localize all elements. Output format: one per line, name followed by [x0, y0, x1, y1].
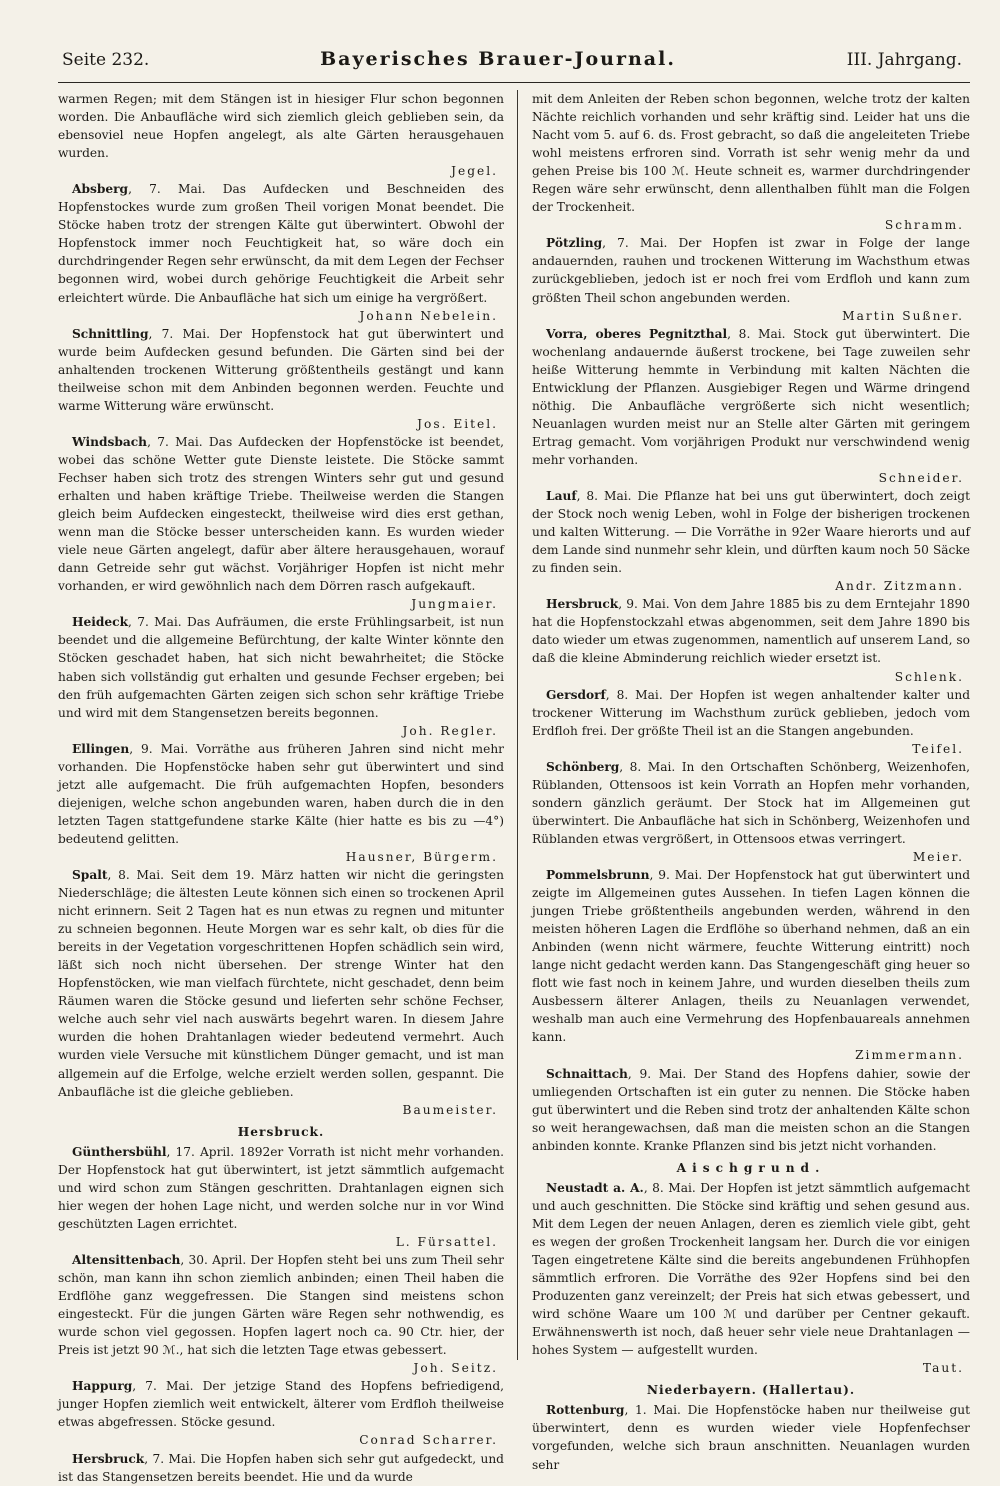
report-date: , 9. Mai. [129, 741, 189, 756]
report-place: Gersdorf [546, 687, 606, 702]
report-entry [532, 1065, 970, 1155]
report-entry [58, 90, 504, 180]
report-date: , 8. Mai. [576, 489, 632, 504]
right-column [532, 90, 970, 1472]
report-place: Lauf [546, 489, 577, 504]
report-paragraph [532, 487, 970, 577]
report-entry [58, 1143, 504, 1251]
report-date: , 7. Mai. [128, 182, 206, 197]
report-entry [58, 613, 504, 739]
report-place: Ellingen [72, 741, 130, 756]
report-date: , 7. Mai. [132, 1379, 194, 1394]
report-signature: Conrad Scharrer. [359, 1433, 498, 1448]
report-place: Neustadt a. A. [546, 1180, 644, 1195]
report-entry [532, 90, 970, 234]
report-date: , 9. Mai. [618, 597, 670, 612]
report-text: Der Hopfen ist jetzt sämmtlich aufgemacht und auch geschnitten. Die Stöcke sind kräftig und sehen gesund aus. Mit dem Legen der neuen Anlagen, deren es ziemlich viele gibt, geht es wegen der großen Trockenheit langsam her. Durch die vor einigen Tagen eingetretene Kälte sind die bereits angebundenen Frühhopfen sämmtlich erfroren. Die Vorräthe des 92er Hopfens sind bei den Produzenten ganz vereinzelt; der Preis hat sich etwas gebessert, und wird schöne Waare um 100 ℳ und darüber per Centner gekauft. Erwähnenswerth ist noch, daß heuer sehr viele neue Drahtanlagen — hohes System — aufgestellt wurden. [532, 1180, 970, 1358]
page-number: Seite 232. [62, 50, 150, 70]
report-entry [58, 1377, 504, 1449]
report-place: Heideck [72, 615, 129, 630]
report-paragraph [58, 1143, 504, 1233]
report-place: Schnaittach [546, 1066, 628, 1081]
report-place: Pommelsbrunn [546, 868, 650, 883]
report-entry [532, 487, 970, 595]
report-entry [532, 866, 970, 1065]
report-entry [58, 325, 504, 433]
report-text: Der Hopfen steht bei uns zum Theil sehr schön, man kann ihn schon ziemlich anbinden; einen Theil haben die Erdflöhe ganz weggefressen. Die Stangen sind meistens schon eingesteckt. Für die jungen Gärten wäre Regen sehr nothwendig, es wurde schon viel gegossen. Hopfen lagert noch ca. 90 Ctr. hier, der Preis ist jetzt 90 ℳ., hat sich die letzten Tage etwas gebessert. [58, 1253, 505, 1358]
report-text: Der Hopfen ist zwar in Folge der lange andauernden, rauhen und trockenen Witterung im Wachsthum etwas zurückgeblieben, jedoch ist er noch frei vom Erdfloh und kann zum größten Theil schon angebunden werden. [532, 236, 970, 305]
report-date: , 7. Mai. [147, 434, 203, 449]
report-place: Altensittenbach [72, 1253, 181, 1267]
page-header [58, 48, 970, 83]
section-heading: Hersbruck. [237, 1124, 325, 1139]
journal-title: Bayerisches Brauer-Journal. [320, 48, 676, 70]
report-text: mit dem Anleiten der Reben schon begonnen, welche trotz der kalten Nächte reichlich vorhanden und sehr kräftig sind. Leider hat uns die Nacht vom 5. auf 6. ds. Frost gebracht, so daß die angeleiteten Triebe wohl meistens erfroren sind. Vorrath ist sehr wenig mehr da und gehen Preise bis 100 ℳ. Heute schneit es, warmer durchdringender Regen wäre sehr erwünscht, denn allenthalben fühlt man die Folgen der Trockenheit. [532, 92, 970, 215]
report-paragraph [532, 595, 970, 667]
report-signature: Schlenk. [894, 669, 964, 684]
report-paragraph [58, 1251, 504, 1359]
report-text: warmen Regen; mit dem Stängen ist in hiesiger Flur schon begonnen worden. Die Anbaufläche wird sich ziemlich gleich geblieben sein, da ebensoviel neue Hopfen angelegt, als alte Gärten herausgehauen wurden. [58, 92, 504, 161]
report-date: , 9. Mai. [627, 1066, 687, 1081]
report-entry [532, 686, 970, 758]
report-signature: Meier. [912, 849, 964, 864]
report-entry [532, 595, 970, 685]
report-signature: Martin Sußner. [842, 308, 964, 323]
report-entry [532, 325, 970, 487]
report-signature: Jegel. [451, 164, 498, 179]
report-entry [58, 1450, 504, 1486]
report-paragraph [532, 866, 970, 1046]
report-signature: Johann Nebelein. [359, 308, 498, 323]
report-date: , 7. Mai. [144, 1451, 197, 1466]
report-date: , 17. April. [166, 1144, 235, 1159]
report-text: Die Hopfen haben sich sehr gut aufgedeckt, und ist das Stangensetzen bereits beendet. Hie und da wurde [58, 1451, 504, 1484]
report-place: Hersbruck [546, 597, 619, 612]
report-paragraph [532, 758, 970, 848]
article-columns [58, 90, 970, 1484]
report-text: 1892er Vorrath ist nicht mehr vorhanden. Der Hopfenstock hat gut überwintert, ist jetzt sämmtlich aufgemacht und wird schon zum Stängen geschritten. Drahtanlagen eignen sich hier wegen der hohen Lage nicht, und werden solche nur in vor Wind geschützten Lagen errichtet. [58, 1144, 504, 1231]
report-paragraph [532, 1065, 970, 1155]
report-text: Der Stand des Hopfens dahier, sowie der umliegenden Ortschaften ist ein guter zu nennen. Die Stöcke haben gut überwintert und die Reben sind trotz der anhaltenden Kälte schon so weit herangewachsen, daß man die meisten schon an die Stangen anbinden konnte. Kranke Pflanzen sind bis jetzt nicht vorhanden. [532, 1066, 970, 1153]
report-signature: Schramm. [884, 218, 964, 233]
report-paragraph [58, 433, 504, 595]
report-date: , 7. Mai. [128, 615, 182, 630]
report-place: Schnittling [72, 326, 149, 341]
report-paragraph [58, 740, 504, 848]
report-signature: Jungmaier. [411, 597, 498, 612]
report-paragraph [532, 234, 970, 306]
report-text: Die Pflanze hat bei uns gut überwintert, doch zeigt der Stock noch wenig Leben, wohl in Folge der bisherigen trockenen und kalten Witterung. — Die Vorräthe in 92er Waare hierorts und auf dem Lande sind nunmehr sehr klein, und dürften kaum noch 50 Säcke zu finden sein. [532, 489, 970, 576]
report-paragraph [532, 1401, 970, 1473]
report-place: Hersbruck [72, 1451, 145, 1466]
report-signature: Andr. Zitzmann. [835, 579, 964, 594]
report-signature: Schneider. [878, 470, 964, 485]
report-text: In den Ortschaften Schönberg, Weizenhofen, Rüblanden, Ottensoos ist kein Vorrath an Hopfen mehr vorhanden, sondern gänzlich geräumt. Der Stock hat im Allgemeinen gut überwintert. Die Anbaufläche hat sich in Schönberg, Weizenhofen und Rüblanden etwas vergrößert, in Ottensoos etwas verringert. [532, 759, 970, 846]
report-paragraph [532, 90, 970, 216]
report-text: Die Hopfenstöcke haben nur theilweise gut überwintert, denn es wurden wieder viele Hopfenfechser vorgefunden, welche sich braun anschnitten. Neuanlagen wurden sehr [532, 1403, 970, 1472]
report-signature: Hausner, Bürgerm. [345, 849, 498, 864]
report-text: Stock gut überwintert. Die wochenlang andauernde äußerst trockene, bei Tage zuweilen sehr heiße Witterung hemmte in Verbindung mit kalten Nächten die Entwicklung der Pflanzen. Ausgiebiger Regen und Wärme dringend nöthig. Die Anbaufläche vergrößerte sich nicht wesentlich; Neuanlagen wurden meist nur an Stelle alter Gärten mit geringem Ertrag gemacht. Vom vorjährigen Produkt nur verschwindend wenig mehr vorhanden. [532, 326, 970, 467]
report-text: Der jetzige Stand des Hopfens befriedigend, junger Hopfen ziemlich weit entwickelt, älterer vom Erdfloh theilweise etwas abgefressen. Stöcke gesund. [58, 1379, 504, 1430]
report-text: Das Aufdecken und Beschneiden des Hopfenstockes wurde zum großen Theil vorigen Monat beendet. Die Stöcke haben trotz der strengen Kälte gut überwintert. Obwohl der Hopfenstock immer noch Feuchtigkeit hat, so wäre doch ein durchdringender Regen sehr erwünscht, da mit dem Legen der Fechser begonnen wird, wobei durch gehörige Feuchtigkeit die Arbeit sehr erleichtert würde. Die Anbaufläche hat sich um einige ha vergrößert. [58, 182, 504, 305]
report-date: , 7. Mai. [602, 236, 668, 251]
report-entry [532, 758, 970, 866]
left-column [58, 90, 505, 1484]
report-place: Happurg [72, 1379, 133, 1394]
report-place: Absberg [72, 182, 129, 197]
report-text: Der Hopfenstock hat gut überwintert und wurde beim Aufdecken gesund befunden. Die Gärten sind bei der anhaltenden trockenen Witterung größtentheils gestängt und kann theilweise schon mit dem Anbinden begonnen werden. Feuchte und warme Witterung wäre erwünscht. [58, 326, 504, 413]
report-place: Günthersbühl [72, 1144, 167, 1159]
report-signature: Baumeister. [402, 1102, 498, 1117]
report-paragraph [532, 325, 970, 469]
report-signature: Zimmermann. [855, 1048, 964, 1063]
report-entry [58, 180, 504, 324]
report-entry [58, 740, 504, 866]
report-signature: L. Fürsattel. [395, 1234, 498, 1249]
volume-label: III. Jahrgang. [846, 50, 962, 70]
report-text: Der Hopfenstock hat gut überwintert und zeigte im Allgemeinen gutes Aussehen. In tiefen Lagen können die jungen Triebe größtentheils angebunden werden, während in den meisten höheren Lagen die Erdflöhe so überhand nehmen, daß an ein Anbinden (wenn nicht wärmere, feuchte Witterung eintritt) noch lange nicht gedacht werden kann. Das Stangengeschäft ging heuer so flott wie fast noch in keinem Jahre, und wurden dieselben theils zum Ausbessern älterer Anlagen, theils zu Neuanlagen verwendet, weshalb man auch eine Vermehrung des Hopfenbauareals annehmen kann. [532, 868, 970, 1045]
report-entry [58, 1251, 504, 1377]
report-entry [532, 234, 970, 324]
section-heading: Niederbayern. (Hallertau). [646, 1383, 856, 1398]
report-paragraph [58, 866, 504, 1101]
report-date: , 9. Mai. [649, 868, 703, 883]
report-text: Seit dem 19. März hatten wir nicht die geringsten Niederschläge; die ältesten Leute können sich einen so trockenen April nicht erinnern. Seit 2 Tagen hat es nun etwas zu regnen und mitunter zu schneien begonnen. Heute Morgen war es sehr kalt, ob dies für die bereits in der Vegetation vorgeschrittenen Hopfen schädlich sein wird, läßt sich noch nicht übersehen. Der strenge Winter hat den Hopfenstöcken, wie man vielfach fürchtete, nicht geschadet, denn beim Räumen waren die Stöcke gesund und lieferten sehr schöne Fechser, welche auch sehr viel nach auswärts begehrt waren. In diesem Jahre wurden die hohen Drahtanlagen wieder bedeutend vermehrt. Auch wurden viele Versuche mit künstlichem Dünger gemacht, und ist man allgemein auf die Erfolge, welche erzielt werden sollen, gespannt. Die Anbaufläche ist die gleiche geblieben. [58, 868, 504, 1099]
report-text: Das Aufdecken der Hopfenstöcke ist beendet, wobei das schöne Wetter gute Dienste leistete. Die Stöcke sammt Fechser haben sich trotz des strengen Winters sehr gut und gesund erhalten und haben kräftige Triebe. Theilweise werden die Stangen gleich beim Aufdecken eingesteckt, theilweise wird dies erst gethan, wenn man die Stöcke besser unterscheiden kann. Es wurden wieder viele neue Gärten angelegt, dafür aber ältere herausgehauen, worauf dann Getreide sehr gut wächst. Vorjähriger Hopfen ist nicht mehr vorhanden, er wird gewöhnlich nach dem Dörren rasch aufgekauft. [58, 434, 504, 594]
report-place: Pötzling [546, 236, 603, 251]
report-text: Von dem Jahre 1885 bis zu dem Erntejahr 1890 hat die Hopfenstockzahl etwas abgenommen, seit dem Jahre 1890 bis dato wieder um etwas zugenommen, namentlich auf unserem Land, so daß die kleine Abminderung reichlich wieder ersetzt ist. [532, 597, 970, 666]
report-date: , 8. Mai. [605, 687, 663, 702]
report-place: Vorra, oberes Pegnitzthal [546, 326, 728, 341]
report-text: Das Aufräumen, die erste Frühlingsarbeit, ist nun beendet und die allgemeine Befürchtung, der kalte Winter könnte den Stöcken geschadet haben, hat sich nicht bewahrheitet; die Stöcke haben sich vollständig gut erhalten und gesunde Fechser ergeben; bei den früh aufgemachten Gärten zeigen sich schon sehr kräftige Triebe und wird mit dem Stangensetzen bereits begonnen. [58, 615, 504, 720]
report-date: , 7. Mai. [148, 326, 210, 341]
column-divider [517, 90, 518, 1360]
report-entry [532, 1179, 970, 1378]
report-signature: Joh. Regler. [402, 723, 498, 738]
report-paragraph [58, 90, 504, 162]
report-place: Schönberg [546, 759, 620, 774]
report-date: , 8. Mai. [107, 868, 164, 883]
report-place: Spalt [72, 868, 108, 883]
report-paragraph [58, 613, 504, 721]
report-paragraph [58, 1450, 504, 1486]
report-place: Rottenburg [546, 1403, 625, 1418]
report-entry [58, 433, 504, 613]
report-date: , 1. Mai. [624, 1403, 681, 1418]
report-signature: Jos. Eitel. [417, 416, 498, 431]
report-signature: Taut. [922, 1361, 964, 1376]
report-text: Vorräthe aus früheren Jahren sind nicht mehr vorhanden. Die Hopfenstöcke haben sehr gut überwintert und sind jetzt alle aufgemacht. Die früh aufgemachten Hopfen, besonders diejenigen, welche schon angebunden waren, haben durch die in den letzten Tagen stattgefundene starke Kälte (hier hatte es bis zu —4°) bedeutend gelitten. [58, 741, 504, 846]
section-heading: Aischgrund. [676, 1160, 826, 1175]
report-date: , 30. April. [180, 1253, 247, 1267]
report-paragraph [58, 180, 504, 306]
report-text: Der Hopfen ist wegen anhaltender kalter und trockener Witterung im Wachsthum zurück geblieben, jedoch vom Erdfloh frei. Der größte Theil ist an die Stangen angebunden. [532, 687, 970, 738]
report-paragraph [532, 1179, 970, 1359]
report-date: , 8. Mai. [619, 759, 676, 774]
report-paragraph [58, 1377, 504, 1431]
report-entry [58, 866, 504, 1119]
report-signature: Joh. Seitz. [413, 1361, 498, 1376]
report-paragraph [58, 325, 504, 415]
report-date: , 8. Mai. [727, 326, 786, 341]
report-signature: Teifel. [912, 741, 964, 756]
report-date: , 8. Mai. [643, 1180, 696, 1195]
report-paragraph [532, 686, 970, 740]
report-place: Windsbach [72, 434, 148, 449]
report-entry [532, 1401, 970, 1473]
